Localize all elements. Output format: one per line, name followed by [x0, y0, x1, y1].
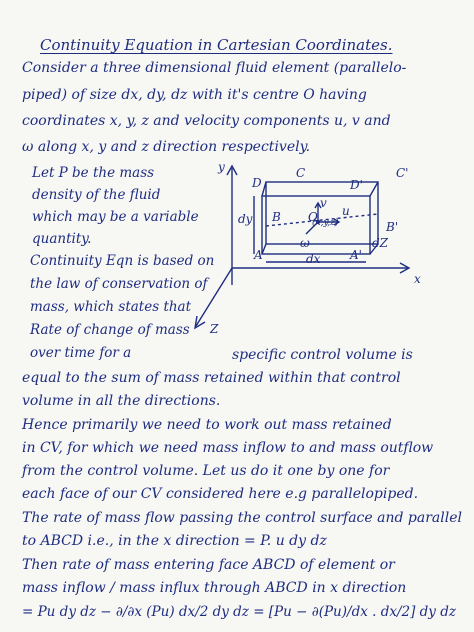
- vertex-label: B: [272, 210, 281, 224]
- intro-line: ω along x, y and z direction respectively.: [22, 139, 311, 155]
- dx-label: dx: [306, 252, 321, 266]
- vertex-label: C': [396, 166, 409, 180]
- intro-line: piped) of size dx, dy, dz with it's centre O having: [22, 87, 367, 103]
- axis-z-label: Z: [210, 322, 219, 336]
- side-text-line: Rate of change of mass: [30, 322, 190, 338]
- body-line: volume in all the directions.: [22, 393, 221, 409]
- body-line: equal to the sum of mass retained within that control: [22, 370, 401, 386]
- body-line: Hence primarily we need to work out mass retained: [22, 417, 392, 433]
- vertex-label: A: [254, 248, 263, 262]
- body-line: = Pu dy dz − ∂/∂x (Pu) dx/2 dy dz = [Pu − ∂(Pu)/dx . dx/2] dy dz: [22, 604, 456, 620]
- body-line: mass inflow / mass influx through ABCD in x direction: [22, 580, 407, 596]
- velocity-v-label: v: [320, 196, 327, 210]
- body-line: The rate of mass flow passing the control surface and parallel: [22, 510, 462, 526]
- side-text-line: density of the fluid: [32, 187, 161, 203]
- body-line: Then rate of mass entering face ABCD of element or: [22, 557, 395, 573]
- z-axis-line: [196, 268, 232, 326]
- center-coords-label: (x,y,z): [312, 218, 339, 228]
- dy-label: dy: [238, 212, 253, 226]
- vertex-label: B': [386, 220, 399, 234]
- side-text-line: the law of conservation of: [30, 276, 208, 292]
- dz-label: dZ: [372, 236, 389, 250]
- side-text-line: which may be a variable: [32, 209, 199, 225]
- vertex-label: A': [350, 248, 362, 262]
- vertex-label: C: [296, 166, 306, 180]
- vertex-label: D': [350, 178, 363, 192]
- body-line: each face of our CV considered here e.g parallelopiped.: [22, 486, 419, 502]
- axis-y-label: y: [218, 160, 225, 174]
- body-line: specific control volume is: [232, 347, 413, 363]
- side-text-line: mass, which states that: [30, 299, 192, 315]
- center-label: O: [308, 210, 318, 224]
- side-text-line: Continuity Eqn is based on: [30, 253, 215, 269]
- side-text-line: over time for a: [30, 345, 132, 361]
- vertex-label: D: [252, 176, 262, 190]
- edge-c: [370, 182, 378, 196]
- side-text-line: Let P be the mass: [32, 165, 155, 181]
- page-title: Continuity Equation in Cartesian Coordinates.: [40, 36, 393, 54]
- body-line: in CV, for which we need mass inflow to and mass outflow: [22, 440, 434, 456]
- intro-line: Consider a three dimensional fluid element (parallelo-: [22, 60, 407, 76]
- velocity-w-label: ω: [300, 236, 310, 250]
- axis-x-label: x: [414, 272, 421, 286]
- body-line: to ABCD i.e., in the x direction = P. u dy dz: [22, 533, 327, 549]
- side-text-line: quantity.: [32, 231, 92, 247]
- intro-line: coordinates x, y, z and velocity components u, v and: [22, 113, 391, 129]
- velocity-u-label: u: [342, 204, 350, 218]
- body-line: from the control volume. Let us do it one by one for: [22, 463, 390, 479]
